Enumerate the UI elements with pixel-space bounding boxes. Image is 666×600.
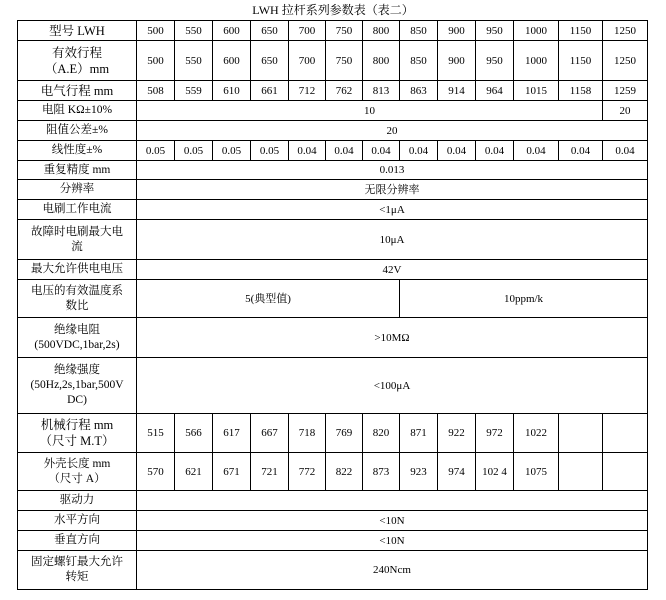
housing-len-cell (559, 453, 603, 491)
mech-stroke-cell: 769 (326, 414, 363, 453)
linearity-cell: 0.04 (559, 141, 603, 161)
mech-stroke-cell (603, 414, 648, 453)
housing-len-cell: 721 (251, 453, 289, 491)
table-row-insulation-res (18, 318, 648, 358)
table-row-temp-coef (18, 280, 648, 318)
insulation-str-value: <100μA (137, 358, 648, 414)
label-line: (50Hz,2s,1bar,500V (30, 379, 124, 391)
label-line: (500VDC,1bar,2s) (34, 338, 120, 351)
stroke-cell: 750 (326, 41, 363, 81)
row-label-linearity: 线性度±% (18, 141, 137, 161)
row-label-vertical: 垂直方向 (18, 531, 137, 551)
mech-stroke-cell: 820 (363, 414, 400, 453)
linearity-cell: 0.04 (514, 141, 559, 161)
elec-stroke-cell: 863 (400, 81, 438, 101)
table-row-resolution (18, 180, 648, 200)
stroke-cell: 800 (363, 41, 400, 81)
stroke-cell: 600 (213, 41, 251, 81)
model-cell: 750 (326, 21, 363, 41)
label-line: 数比 (65, 299, 89, 312)
housing-len-cell: 923 (400, 453, 438, 491)
housing-len-cell: 772 (289, 453, 326, 491)
table-row-tolerance (18, 121, 648, 141)
stroke-cell: 500 (137, 41, 175, 81)
row-label-torque (18, 551, 137, 590)
housing-len-cell: 974 (438, 453, 476, 491)
drive-force-value (137, 491, 648, 511)
elec-stroke-cell: 1015 (514, 81, 559, 101)
linearity-cell: 0.04 (326, 141, 363, 161)
stroke-cell: 1250 (603, 41, 648, 81)
horizontal-value: <10N (137, 511, 648, 531)
table-row-elec-stroke (18, 81, 648, 101)
elec-stroke-cell: 508 (137, 81, 175, 101)
resistance-value-last: 20 (603, 101, 648, 121)
model-cell: 950 (476, 21, 514, 41)
label-line: 绝缘强度 (54, 364, 100, 376)
linearity-cell: 0.05 (213, 141, 251, 161)
elec-stroke-cell: 964 (476, 81, 514, 101)
housing-len-cell: 570 (137, 453, 175, 491)
row-label-model: 型号 LWH (18, 21, 137, 41)
max-voltage-value: 42V (137, 260, 648, 280)
model-cell: 700 (289, 21, 326, 41)
label-line: （尺寸 A） (48, 472, 106, 485)
table-row-linearity (18, 141, 648, 161)
stroke-cell: 550 (175, 41, 213, 81)
model-cell: 600 (213, 21, 251, 41)
stroke-cell: 900 (438, 41, 476, 81)
linearity-cell: 0.05 (175, 141, 213, 161)
label-line: 机械行程 mm (40, 418, 114, 432)
mech-stroke-cell: 566 (175, 414, 213, 453)
row-label-repeat: 重复精度 mm (18, 161, 137, 180)
label-line: 外壳长度 mm (43, 457, 111, 470)
elec-stroke-cell: 610 (213, 81, 251, 101)
housing-len-cell (603, 453, 648, 491)
resolution-value: 无限分辨率 (137, 180, 648, 200)
housing-len-cell: 671 (213, 453, 251, 491)
label-line: 固定螺钉最大允许 (31, 556, 123, 568)
row-label-mech-stroke (18, 414, 137, 453)
linearity-cell: 0.04 (400, 141, 438, 161)
mech-stroke-cell: 871 (400, 414, 438, 453)
stroke-cell: 850 (400, 41, 438, 81)
table-row-horizontal (18, 511, 648, 531)
label-line: （尺寸 M.T） (39, 434, 115, 448)
linearity-cell: 0.04 (363, 141, 400, 161)
table-row-torque (18, 551, 648, 590)
temp-coef-value-a: 5(典型值) (137, 280, 400, 318)
model-cell: 550 (175, 21, 213, 41)
row-label-resistance: 电阻 KΩ±10% (18, 101, 137, 121)
row-label-stroke (18, 41, 137, 81)
elec-stroke-cell: 762 (326, 81, 363, 101)
table-row-max-voltage (18, 260, 648, 280)
model-cell: 1150 (559, 21, 603, 41)
stroke-cell: 950 (476, 41, 514, 81)
elec-stroke-cell: 559 (175, 81, 213, 101)
model-cell: 650 (251, 21, 289, 41)
table-row-fault-current (18, 220, 648, 260)
label-line: 流 (71, 240, 83, 253)
model-cell: 1250 (603, 21, 648, 41)
stroke-cell: 1000 (514, 41, 559, 81)
table-row-drive-force (18, 491, 648, 511)
linearity-cell: 0.05 (251, 141, 289, 161)
row-label-tolerance: 阻值公差±% (18, 121, 137, 141)
label-line: （A.E）mm (44, 61, 110, 76)
linearity-cell: 0.04 (603, 141, 648, 161)
table-row-repeat (18, 161, 648, 180)
elec-stroke-cell: 661 (251, 81, 289, 101)
table-title: LWH 拉杆系列参数表（表二） (252, 3, 414, 17)
table-row-resistance (18, 101, 648, 121)
linearity-cell: 0.05 (137, 141, 175, 161)
label-line: 电压的有效温度系 (31, 284, 123, 297)
model-cell: 500 (137, 21, 175, 41)
elec-stroke-cell: 1259 (603, 81, 648, 101)
elec-stroke-cell: 712 (289, 81, 326, 101)
resistance-value: 10 (137, 101, 603, 121)
mech-stroke-cell: 617 (213, 414, 251, 453)
mech-stroke-cell: 515 (137, 414, 175, 453)
torque-value: 240Ncm (137, 551, 648, 590)
label-line: 有效行程 (51, 45, 102, 60)
row-label-insulation-str (18, 358, 137, 414)
brush-current-value: <1μA (137, 200, 648, 220)
temp-coef-value-b: 10ppm/k (400, 280, 648, 318)
model-cell: 850 (400, 21, 438, 41)
linearity-cell: 0.04 (289, 141, 326, 161)
elec-stroke-cell: 914 (438, 81, 476, 101)
row-label-temp-coef (18, 280, 137, 318)
row-label-fault-current (18, 220, 137, 260)
spec-table (17, 20, 648, 590)
label-line: 故障时电刷最大电 (31, 225, 123, 238)
mech-stroke-cell (559, 414, 603, 453)
label-line: 绝缘电阻 (54, 323, 100, 336)
table-row-housing-len (18, 453, 648, 491)
table-row-mech-stroke (18, 414, 648, 453)
model-cell: 800 (363, 21, 400, 41)
vertical-value: <10N (137, 531, 648, 551)
housing-len-cell: 822 (326, 453, 363, 491)
row-label-elec-stroke: 电气行程 mm (18, 81, 137, 101)
elec-stroke-cell: 813 (363, 81, 400, 101)
table-row-stroke (18, 41, 648, 81)
elec-stroke-cell: 1158 (559, 81, 603, 101)
linearity-cell: 0.04 (476, 141, 514, 161)
label-line: DC) (67, 394, 87, 406)
row-label-drive-force: 驱动力 (18, 491, 137, 511)
table-row-vertical (18, 531, 648, 551)
table-row-brush-current (18, 200, 648, 220)
row-label-housing-len (18, 453, 137, 491)
repeat-value: 0.013 (137, 161, 648, 180)
stroke-cell: 700 (289, 41, 326, 81)
mech-stroke-cell: 718 (289, 414, 326, 453)
table-row-insulation-str (18, 358, 648, 414)
table-row-model (18, 21, 648, 41)
housing-len-cell: 1075 (514, 453, 559, 491)
mech-stroke-cell: 972 (476, 414, 514, 453)
tolerance-value: 20 (137, 121, 648, 141)
insulation-res-value: >10MΩ (137, 318, 648, 358)
row-label-max-voltage: 最大允许供电电压 (18, 260, 137, 280)
housing-len-cell: 873 (363, 453, 400, 491)
row-label-insulation-res (18, 318, 137, 358)
model-cell: 1000 (514, 21, 559, 41)
linearity-cell: 0.04 (438, 141, 476, 161)
model-cell: 900 (438, 21, 476, 41)
row-label-brush-current: 电刷工作电流 (18, 200, 137, 220)
stroke-cell: 650 (251, 41, 289, 81)
row-label-horizontal: 水平方向 (18, 511, 137, 531)
label-line: 转矩 (65, 571, 89, 583)
housing-len-cell: 102 4 (476, 453, 514, 491)
mech-stroke-cell: 1022 (514, 414, 559, 453)
mech-stroke-cell: 667 (251, 414, 289, 453)
mech-stroke-cell: 922 (438, 414, 476, 453)
stroke-cell: 1150 (559, 41, 603, 81)
fault-current-value: 10μA (137, 220, 648, 260)
row-label-resolution: 分辨率 (18, 180, 137, 200)
housing-len-cell: 621 (175, 453, 213, 491)
